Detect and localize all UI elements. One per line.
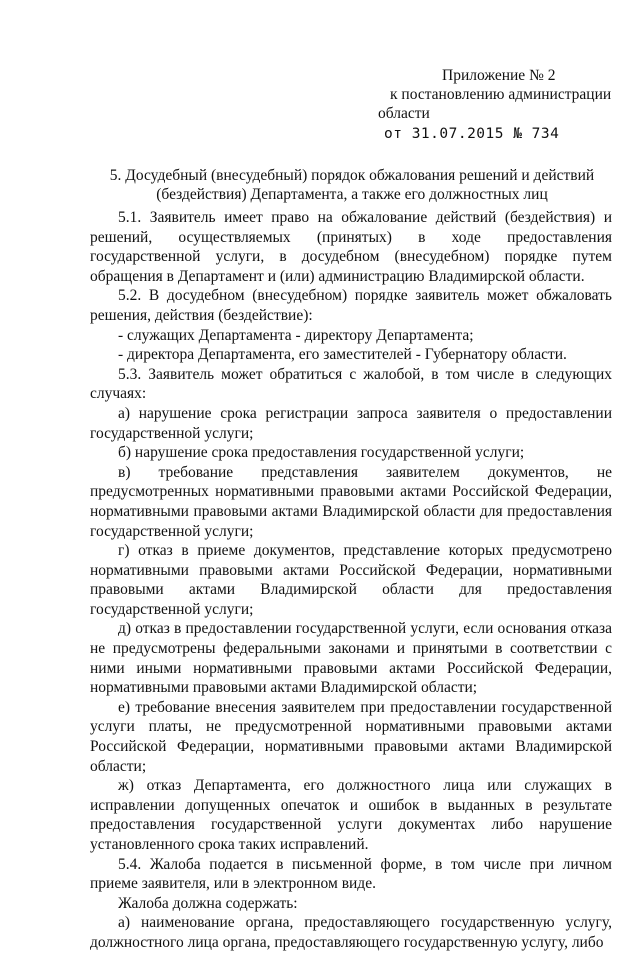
appendix-title: Приложение № 2 (442, 67, 556, 84)
appendix-block (378, 66, 628, 144)
section-heading: 5. Досудебный (внесудебный) порядок обжалования решений и действий (бездействия) Департамента, а также его должностных лиц (109, 167, 595, 203)
case-d: д) отказ в предоставлении государственной услуги, если основания отказа не предусмотрены федеральными законами и принятыми в соответствии с ними иными нормативными правовыми актами Российской Федерации, нормативными правовыми актами Владимирской области; (90, 620, 612, 697)
case-g: г) отказ в приеме документов, представление которых предусмотрено нормативными правовыми актами Российской Федерации, нормативными правовыми актами Владимирской области для предоставления государственной услуги; (90, 542, 612, 618)
complaint-contents-intro: Жалоба должна содержать: (118, 894, 298, 912)
paragraph-5-4: 5.4. Жалоба подается в письменной форме, в том числе при личном приеме заявителя, или в электронном виде. (90, 855, 612, 893)
case-v: в) требование представления заявителем документов, не предусмотренных нормативными правовыми актами Российской Федерации, нормативными правовыми актами Владимирской области для предоставления государственной услуги; (90, 463, 612, 540)
list-item-staff: - служащих Департамента - директору Департамента; (118, 326, 474, 344)
paragraph-5-3: 5.3. Заявитель может обратиться с жалобой, в том числе в следующих случаях: (90, 365, 612, 403)
document-body (90, 208, 612, 953)
case-zh: ж) отказ Департамента, его должностного лица или служащих в исправлении допущенных опечаток и ошибок в выданных в результате предоставления государственной услуги документах либо нарушение установленного срока таких исправлений. (90, 777, 612, 853)
appendix-region-line: области (378, 105, 430, 122)
list-item-director: - директора Департамента, его заместителей - Губернатору области. (118, 346, 567, 364)
case-b: б) нарушение срока предоставления государственной услуги; (118, 444, 525, 462)
appendix-date-number: от 31.07.2015 № 734 (384, 126, 560, 142)
case-e: е) требование внесения заявителем при предоставлении государственной услуги платы, не предусмотренной нормативными правовыми актами Российской Федерации, нормативными правовыми актами Владимирской области; (90, 698, 612, 775)
paragraph-5-2: 5.2. В досудебном (внесудебном) порядке заявитель может обжаловать решения, действия (бездействие): (90, 287, 612, 324)
complaint-item-a: а) наименование органа, предоставляющего государственную услугу, должностного лица органа, предоставляющего государственную услугу, либо (90, 914, 612, 951)
appendix-resolution-line: к постановлению администрации (390, 86, 612, 103)
paragraph-5-1: 5.1. Заявитель имеет право на обжалование действий (бездействия) и решений, осуществляемых (принятых) в ходе предоставления государственной услуги, в досудебном (внесудебном) порядке путем обращения в Департамент и (или) администрацию Владимирской области. (90, 209, 612, 285)
case-a: а) нарушение срока регистрации запроса заявителя о предоставлении государственной услуги; (90, 404, 612, 442)
